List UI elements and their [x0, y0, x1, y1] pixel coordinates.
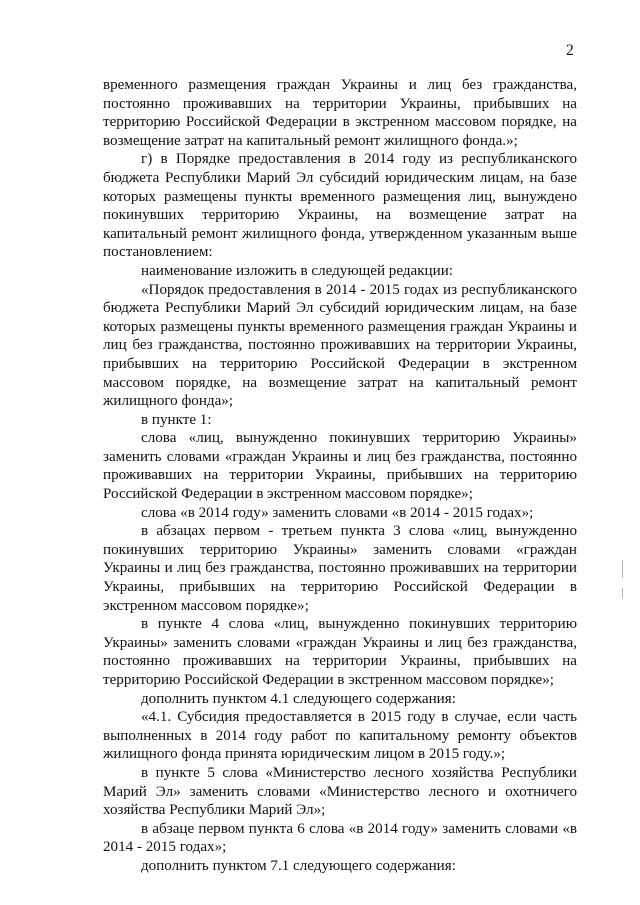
document-body — [103, 76, 577, 876]
paragraph-title-intro: наименование изложить в следующей редакции: — [141, 262, 453, 279]
paragraph-point-4-1: «4.1. Субсидия предоставляется в 2015 году в случае, если часть выполненных в 2014 году работ по капитальному ремонту объектов жилищного фонда принята юридическим лицом в 2015 году.»; — [103, 709, 577, 763]
paragraph-point-3: в абзацах первом - третьем пункта 3 слова «лиц, вынужденно покинувших территорию Украины» заменить словами «граждан Украины и лиц без гражданства, постоянно проживавших на территории Украины, прибывших на территорию Российской Федерации в экстренном массовом порядке»; — [103, 523, 577, 614]
paragraph-point-4: в пункте 4 слова «лиц, вынужденно покинувших территорию Украины» заменить словами «граждан Украины и лиц без гражданства, постоянно проживавших на территории Украины, прибывших на территорию Российской Федерации в экстренном массовом порядке»; — [103, 616, 577, 688]
scan-margin-mark — [622, 588, 623, 598]
paragraph-add-7-1-intro: дополнить пунктом 7.1 следующего содержания: — [141, 857, 456, 874]
paragraph-continuation: временного размещения граждан Украины и лиц без гражданства, постоянно проживавших на территории Украины, прибывших на территорию Российской Федерации в экстренном массовом порядке, на возмещение затрат на капитальный ремонт жилищного фонда.»; — [103, 77, 577, 149]
scan-margin-mark — [622, 560, 623, 578]
page-number: 2 — [566, 42, 574, 59]
paragraph-point-1-years: слова «в 2014 году» заменить словами «в 2014 - 2015 годах»; — [141, 504, 534, 521]
paragraph-point-5: в пункте 5 слова «Министерство лесного хозяйства Республики Марий Эл» заменить словами «Министерство лесного и охотничего хозяйства Республики Марий Эл»; — [103, 764, 577, 819]
paragraph-add-4-1-intro: дополнить пунктом 4.1 следующего содержания: — [141, 690, 456, 707]
paragraph-new-title: «Порядок предоставления в 2014 - 2015 годах из республиканского бюджета Республики Марий Эл субсидий юридическим лицам, на базе которых размещены пункты временного размещения граждан Украины и лиц без гражданства, постоянно проживавших на территории Украины, прибывших на территорию Российской Федерации в экстренном массовом порядке, на возмещение затрат на капитальный ремонт жилищного фонда»; — [103, 281, 577, 410]
paragraph-point-1-intro: в пункте 1: — [141, 411, 212, 428]
paragraph-point-1-words: слова «лиц, вынужденно покинувших территорию Украины» заменить словами «граждан Украины и лиц без гражданства, постоянно проживавших на территории Украины, прибывших на территорию Российской Федерации в экстренном массовом порядке»; — [103, 430, 577, 503]
paragraph-item-g: г) в Порядке предоставления в 2014 году из республиканского бюджета Республики Марий Эл субсидий юридическим лицам, на базе которых размещены пункты временного размещения лиц, вынуждено покинувших территорию Украины, на возмещение затрат на капитальный ремонт жилищного фонда, утвержденном указанным выше постановлением: — [103, 151, 577, 261]
paragraph-point-6: в абзаце первом пункта 6 слова «в 2014 году» заменить словами «в 2014 - 2015 годах»; — [103, 820, 577, 856]
